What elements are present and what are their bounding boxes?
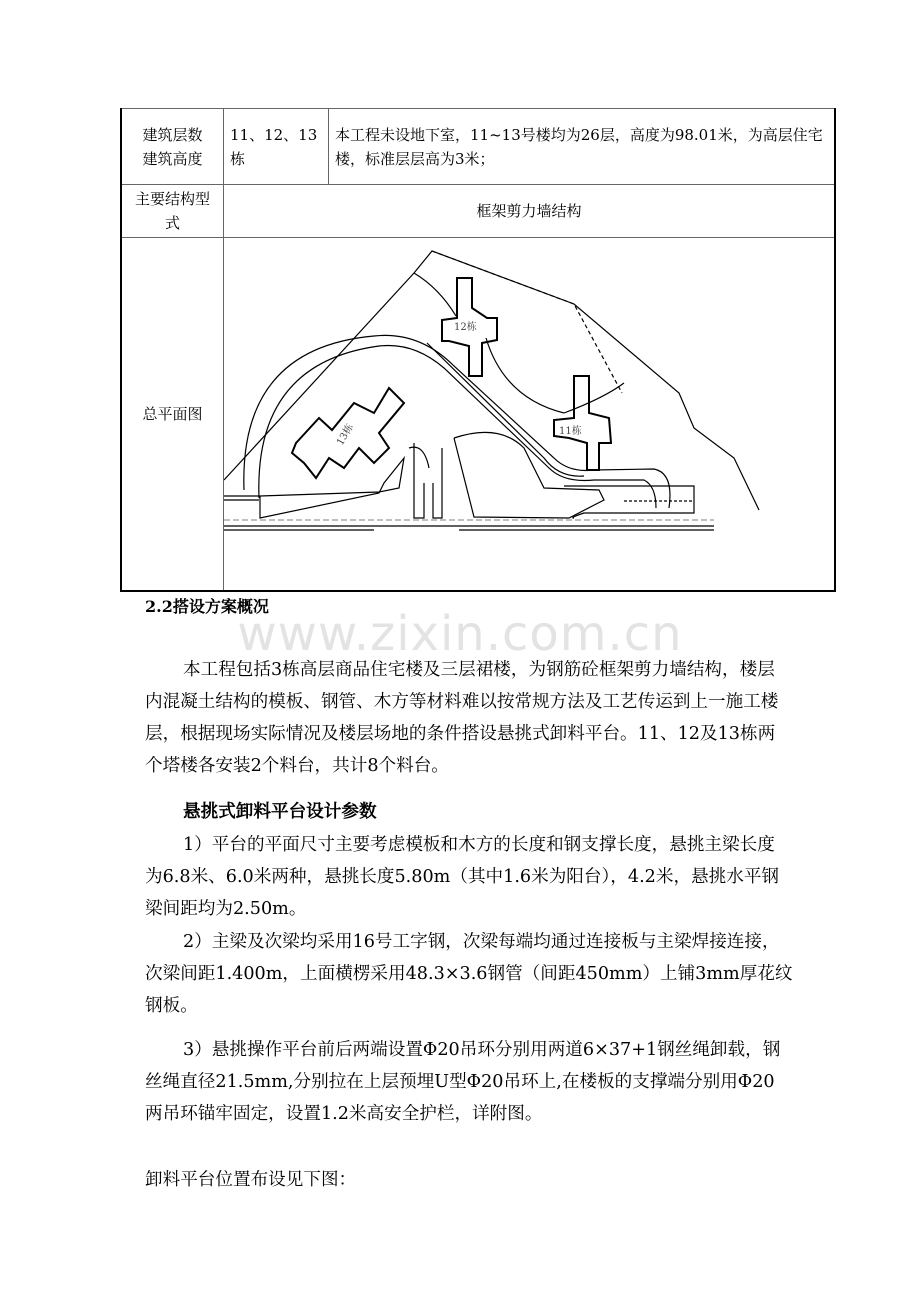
paragraph-line: 梁间距均为2.50m。 bbox=[145, 899, 307, 919]
site-plan-cell bbox=[224, 238, 836, 592]
paragraph-line: 卸料平台位置布设见下图： bbox=[145, 1170, 357, 1190]
paragraph-line: 为6.8米、6.0米两种，悬挑长度5.80m（其中1.6米为阳台），4.2米，悬挑水平钢 bbox=[145, 867, 780, 887]
paragraph-line: 层，根据现场实际情况及楼层场地的条件搭设悬挑式卸料平台。11、12及13栋两 bbox=[145, 724, 776, 744]
watermark: www.zixin.com.cn bbox=[237, 606, 683, 662]
description-cell: 本工程未设地下室，11~13号楼均为26层，高度为98.01米，为高层住宅楼，标准层层高为3米； bbox=[329, 109, 836, 185]
paragraph-line: 本工程包括3栋高层商品住宅楼及三层裙楼，为钢筋砼框架剪力墙结构，楼层 bbox=[183, 660, 775, 680]
section-heading: 2.2搭设方案概况 bbox=[145, 597, 269, 616]
paragraph-line: 2）主梁及次梁均采用16号工字钢，次梁每端均通过连接板与主梁焊接连接， bbox=[183, 932, 780, 952]
paragraph-line: 3）悬挑操作平台前后两端设置Φ20吊环分别用两道6×37+1钢丝绳卸载，钢 bbox=[183, 1040, 781, 1060]
row-label bbox=[121, 109, 224, 185]
paragraph-line: 内混凝土结构的模板、钢管、木方等材料难以按常规方法及工艺传运到上一施工楼 bbox=[145, 692, 779, 712]
table-row bbox=[121, 238, 835, 592]
table-row bbox=[121, 185, 835, 238]
row-label: 主要结构型式 bbox=[121, 185, 224, 238]
paragraph-line: 钢板。 bbox=[145, 996, 198, 1016]
buildings-cell: 11、12、13栋 bbox=[224, 109, 329, 185]
paragraph-line: 丝绳直径21.5mm,分别拉在上层预埋U型Φ20吊环上,在楼板的支撑端分别用Φ20 bbox=[145, 1072, 775, 1092]
project-info-table bbox=[120, 108, 836, 592]
paragraph-line: 次梁间距1.400m，上面横楞采用48.3×3.6钢管（间距450mm）上铺3mm厚花纹 bbox=[145, 964, 793, 984]
site-plan-drawing bbox=[224, 238, 834, 583]
building-11-label: 11栋 bbox=[559, 426, 582, 437]
row-label: 总平面图 bbox=[121, 238, 224, 592]
paragraph-line: 个塔楼各安装2个料台，共计8个料台。 bbox=[145, 756, 449, 776]
table-row bbox=[121, 109, 835, 185]
paragraph-line: 1）平台的平面尺寸主要考虑模板和木方的长度和钢支撑长度，悬挑主梁长度 bbox=[183, 835, 775, 855]
building-12-label: 12栋 bbox=[454, 322, 477, 333]
subheading: 悬挑式卸料平台设计参数 bbox=[183, 801, 377, 822]
building-13-label: 13栋 bbox=[335, 422, 356, 448]
label-line: 建筑层数 bbox=[142, 125, 203, 144]
structure-type-cell: 框架剪力墙结构 bbox=[224, 185, 836, 238]
paragraph-line: 两吊环锚牢固定，设置1.2米高安全护栏，详附图。 bbox=[145, 1104, 543, 1124]
label-line: 建筑高度 bbox=[142, 149, 203, 168]
